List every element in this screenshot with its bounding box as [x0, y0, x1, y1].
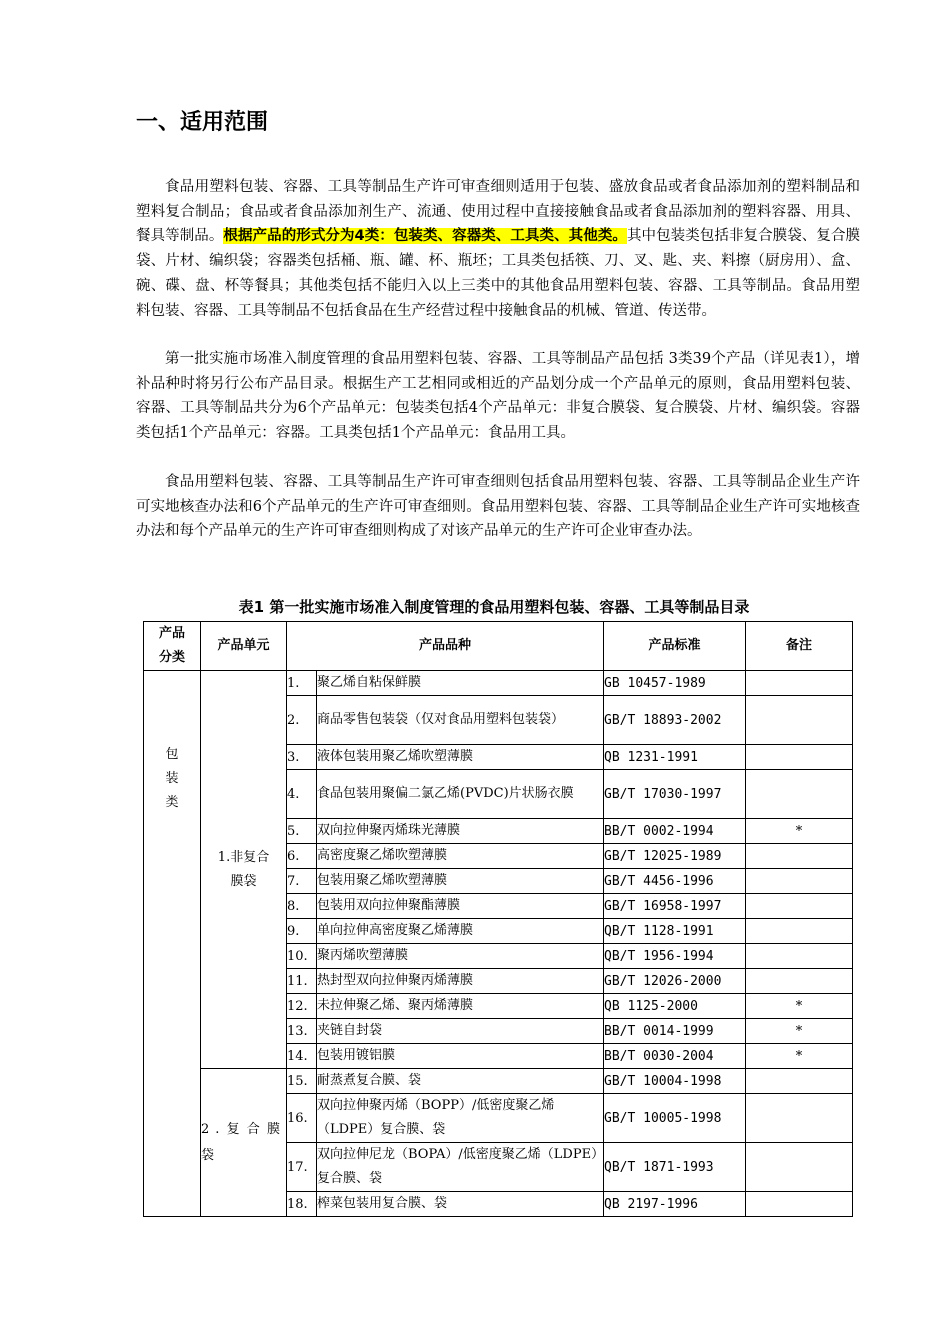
product-variety: 包装用镀铝膜: [317, 1044, 604, 1069]
product-standard: QB/T 1871-1993: [604, 1143, 746, 1192]
product-note: [746, 1094, 853, 1143]
product-note: [746, 745, 853, 770]
product-variety: 双向拉伸聚丙烯（BOPP）/低密度聚乙烯（LDPE）复合膜、袋: [317, 1094, 604, 1143]
highlighted-classification: 根据产品的形式分为4类：包装类、容器类、工具类、其他类。: [223, 228, 627, 245]
table-row: [144, 671, 853, 696]
unit-cell-non-composite: [201, 671, 287, 1069]
section-heading: 一、适用范围: [136, 110, 269, 135]
product-variety: 包装用双向拉伸聚酯薄膜: [317, 894, 604, 919]
product-catalog-table: [143, 621, 853, 1217]
header-variety: 产品品种: [287, 622, 604, 671]
category-cell: [144, 671, 201, 1217]
row-number: 14.: [287, 1044, 317, 1069]
product-note: *: [746, 1044, 853, 1069]
table-caption: 表1 第一批实施市场准入制度管理的食品用塑料包装、容器、工具等制品目录: [238, 598, 750, 616]
row-number: 4.: [287, 770, 317, 819]
product-variety: 夹链自封袋: [317, 1019, 604, 1044]
header-standard: 产品标准: [604, 622, 746, 671]
row-number: 6.: [287, 844, 317, 869]
product-standard: GB/T 12026-2000: [604, 969, 746, 994]
row-number: 13.: [287, 1019, 317, 1044]
product-variety: 单向拉伸高密度聚乙烯薄膜: [317, 919, 604, 944]
row-number: 7.: [287, 869, 317, 894]
product-note: [746, 671, 853, 696]
product-standard: BB/T 0014-1999: [604, 1019, 746, 1044]
row-number: 2.: [287, 696, 317, 745]
product-variety: 耐蒸煮复合膜、袋: [317, 1069, 604, 1094]
product-standard: GB/T 17030-1997: [604, 770, 746, 819]
product-variety: 双向拉伸尼龙（BOPA）/低密度聚乙烯（LDPE）复合膜、袋: [317, 1143, 604, 1192]
product-variety: 未拉伸聚乙烯、聚丙烯薄膜: [317, 994, 604, 1019]
product-variety: 食品包装用聚偏二氯乙烯(PVDC)片状肠衣膜: [317, 770, 604, 819]
row-number: 12.: [287, 994, 317, 1019]
product-note: [746, 869, 853, 894]
product-standard: GB 10457-1989: [604, 671, 746, 696]
product-note: *: [746, 994, 853, 1019]
product-note: [746, 1192, 853, 1217]
product-standard: QB/T 1128-1991: [604, 919, 746, 944]
product-note: [746, 944, 853, 969]
table-row: [144, 1069, 853, 1094]
product-note: [746, 919, 853, 944]
product-standard: QB 1231-1991: [604, 745, 746, 770]
category-label: 包装类: [165, 747, 179, 810]
product-standard: BB/T 0002-1994: [604, 819, 746, 844]
product-note: *: [746, 1019, 853, 1044]
paragraph-scope-text-a: 食品用塑料包装、容器、工具等制品生产许可审查细则适用于包装、盛放食品或者食品添加剂的塑料制品和塑料复合制品；食品或者食品添加剂生产、流通、使用过程中直接接触食品或者食品添加剂的塑料容器、用具、餐具等制品。: [136, 179, 860, 245]
product-variety: 液体包装用聚乙烯吹塑薄膜: [317, 745, 604, 770]
product-note: [746, 894, 853, 919]
product-variety: 聚丙烯吹塑薄膜: [317, 944, 604, 969]
product-standard: QB 1125-2000: [604, 994, 746, 1019]
product-standard: GB/T 10004-1998: [604, 1069, 746, 1094]
row-number: 5.: [287, 819, 317, 844]
table-header-row: [144, 622, 853, 671]
row-number: 9.: [287, 919, 317, 944]
product-note: [746, 844, 853, 869]
product-note: [746, 1143, 853, 1192]
product-note: [746, 969, 853, 994]
product-variety: 热封型双向拉伸聚丙烯薄膜: [317, 969, 604, 994]
paragraph-review-rules: 食品用塑料包装、容器、工具等制品生产许可审查细则包括食品用塑料包装、容器、工具等制品企业生产许可实地核查办法和6个产品单元的生产许可审查细则。食品用塑料包装、容器、工具等制品企业生产许可实地核查办法和每个产品单元的生产许可审查细则构成了对该产品单元的生产许可企业审查办法。: [136, 474, 860, 540]
row-number: 1.: [287, 671, 317, 696]
row-number: 3.: [287, 745, 317, 770]
product-standard: BB/T 0030-2004: [604, 1044, 746, 1069]
product-note: [746, 770, 853, 819]
product-standard: GB/T 4456-1996: [604, 869, 746, 894]
row-number: 8.: [287, 894, 317, 919]
row-number: 15.: [287, 1069, 317, 1094]
product-variety: 聚乙烯自粘保鲜膜: [317, 671, 604, 696]
product-variety: 高密度聚乙烯吹塑薄膜: [317, 844, 604, 869]
product-variety: 榨菜包装用复合膜、袋: [317, 1192, 604, 1217]
product-standard: QB/T 1956-1994: [604, 944, 746, 969]
row-number: 18.: [287, 1192, 317, 1217]
product-standard: GB/T 10005-1998: [604, 1094, 746, 1143]
row-number: 10.: [287, 944, 317, 969]
header-note: 备注: [746, 622, 853, 671]
paragraph-scope-text-b: 其中包装类包括非复合膜袋、复合膜袋、片材、编织袋；容器类包括桶、瓶、罐、杯、瓶坯；工具类包括筷、刀、叉、匙、夹、料擦（厨房用）、盒、碗、碟、盘、杯等餐具；其他类包括不能归入以上三类中的其他食品用塑料包装、容器、工具等制品。食品用塑料包装、容器、工具等制品不包括食品在生产经营过程中接触食品的机械、管道、传送带。: [136, 228, 861, 319]
product-note: [746, 1069, 853, 1094]
product-standard: GB/T 12025-1989: [604, 844, 746, 869]
product-note: *: [746, 819, 853, 844]
unit-cell-composite: 2.复合膜袋: [201, 1069, 287, 1217]
row-number: 11.: [287, 969, 317, 994]
unit-label-non-composite: 1.非复合膜袋: [217, 849, 270, 889]
product-standard: GB/T 16958-1997: [604, 894, 746, 919]
product-standard: GB/T 18893-2002: [604, 696, 746, 745]
product-variety: 双向拉伸聚丙烯珠光薄膜: [317, 819, 604, 844]
header-unit: 产品单元: [201, 622, 287, 671]
row-number: 17.: [287, 1143, 317, 1192]
product-variety: 商品零售包装袋（仅对食品用塑料包装袋）: [317, 696, 604, 745]
row-number: 16.: [287, 1094, 317, 1143]
product-note: [746, 696, 853, 745]
paragraph-scope: [136, 175, 860, 323]
product-variety: 包装用聚乙烯吹塑薄膜: [317, 869, 604, 894]
paragraph-first-batch: 第一批实施市场准入制度管理的食品用塑料包装、容器、工具等制品产品包括 3类39个产品（详见表1），增补品种时将另行公布产品目录。根据生产工艺相同或相近的产品划分成一个产品单元的原则，食品用塑料包装、容器、工具等制品共分为6个产品单元：包装类包括4个产品单元：非复合膜袋、复合膜袋、片材、编织袋。容器类包括1个产品单元：容器。工具类包括1个产品单元：食品用工具。: [136, 351, 860, 442]
header-category: 产品分类: [144, 622, 201, 671]
product-standard: QB 2197-1996: [604, 1192, 746, 1217]
